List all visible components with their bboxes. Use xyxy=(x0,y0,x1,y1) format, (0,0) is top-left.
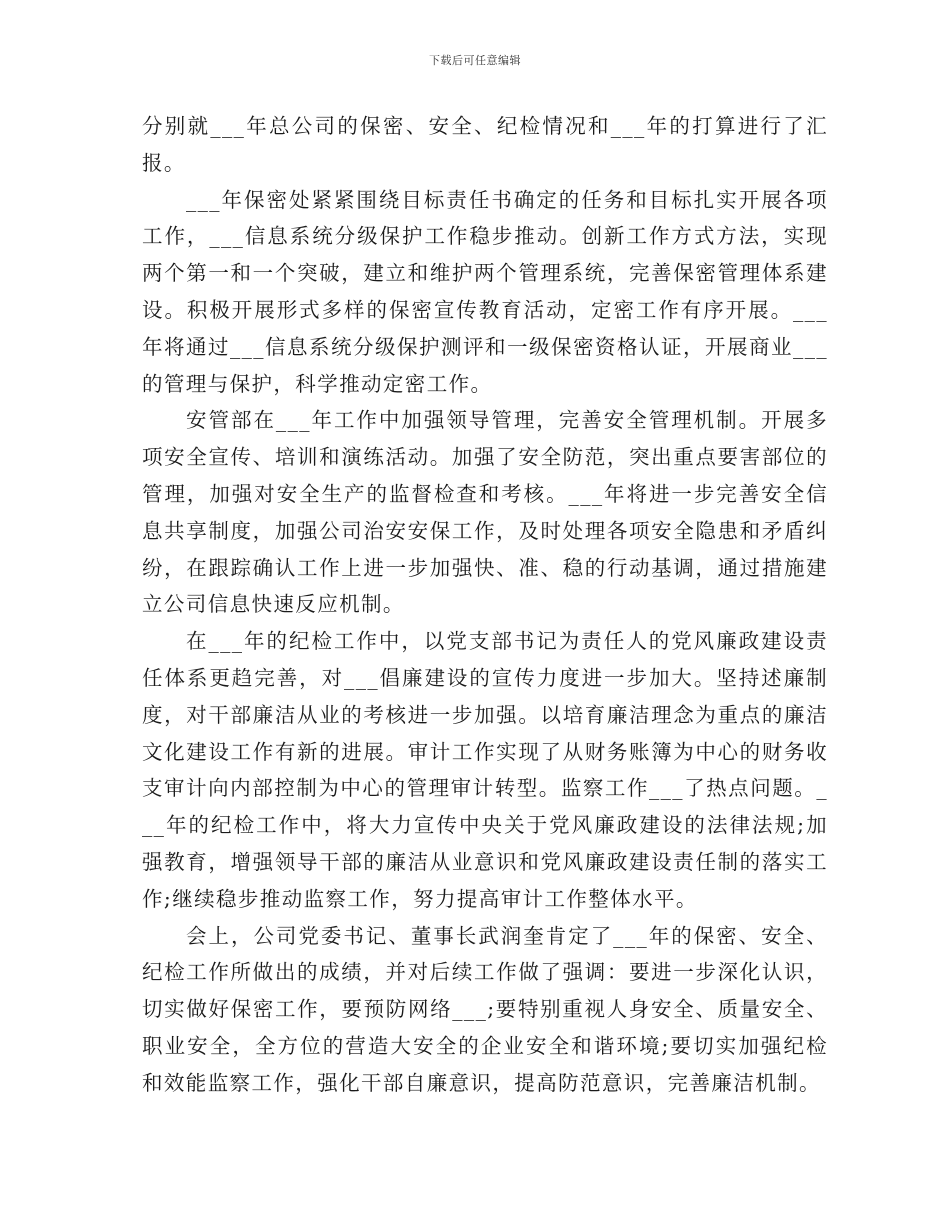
page-header-note: 下载后可任意编辑 xyxy=(429,54,521,67)
paragraph-5: 会上，公司党委书记、董事长武润奎肯定了___年的保密、安全、纪检工作所做出的成绩，并对后续工作做了强调：要进一步深化认识，切实做好保密工作，要预防网络___;要特别重视人身安全、质量安全、职业安全，全方位的营造大安全的企业安全和谐环境;要切实加强纪检和效能监察工作，强化干部自廉意识，提高防范意识，完善廉洁机制。 xyxy=(142,923,828,1095)
paragraph-1: 分别就___年总公司的保密、安全、纪检情况和___年的打算进行了汇报。 xyxy=(142,114,828,175)
paragraph-2: ___年保密处紧紧围绕目标责任书确定的任务和目标扎实开展各项工作，___信息系统分级保护工作稳步推动。创新工作方式方法，实现两个第一和一个突破，建立和维护两个管理系统，完善保密管理体系建设。积极开展形式多样的保密宣传教育活动，定密工作有序开展。___年将通过___信息系统分级保护测评和一级保密资格认证，开展商业___的管理与保护，科学推动定密工作。 xyxy=(142,187,828,396)
document-body xyxy=(142,108,828,1102)
paragraph-4: 在___年的纪检工作中，以党支部书记为责任人的党风廉政建设责任体系更趋完善，对___倡廉建设的宣传力度进一步加大。坚持述廉制度，对干部廉洁从业的考核进一步加强。以培育廉洁理念为重点的廉洁文化建设工作有新的进展。审计工作实现了从财务账簿为中心的财务收支审计向内部控制为中心的管理审计转型。监察工作___了热点问题。___年的纪检工作中，将大力宣传中央关于党风廉政建设的法律法规;加强教育，增强领导干部的廉洁从业意识和党风廉政建设责任制的落实工作;继续稳步推动监察工作，努力提高审计工作整体水平。 xyxy=(142,629,828,911)
paragraph-3: 安管部在___年工作中加强领导管理，完善安全管理机制。开展多项安全宣传、培训和演练活动。加强了安全防范，突出重点要害部位的管理，加强对安全生产的监督检查和考核。___年将进一步完善安全信息共享制度，加强公司治安安保工作，及时处理各项安全隐患和矛盾纠纷，在跟踪确认工作上进一步加强快、准、稳的行动基调，通过措施建立公司信息快速反应机制。 xyxy=(142,408,828,617)
